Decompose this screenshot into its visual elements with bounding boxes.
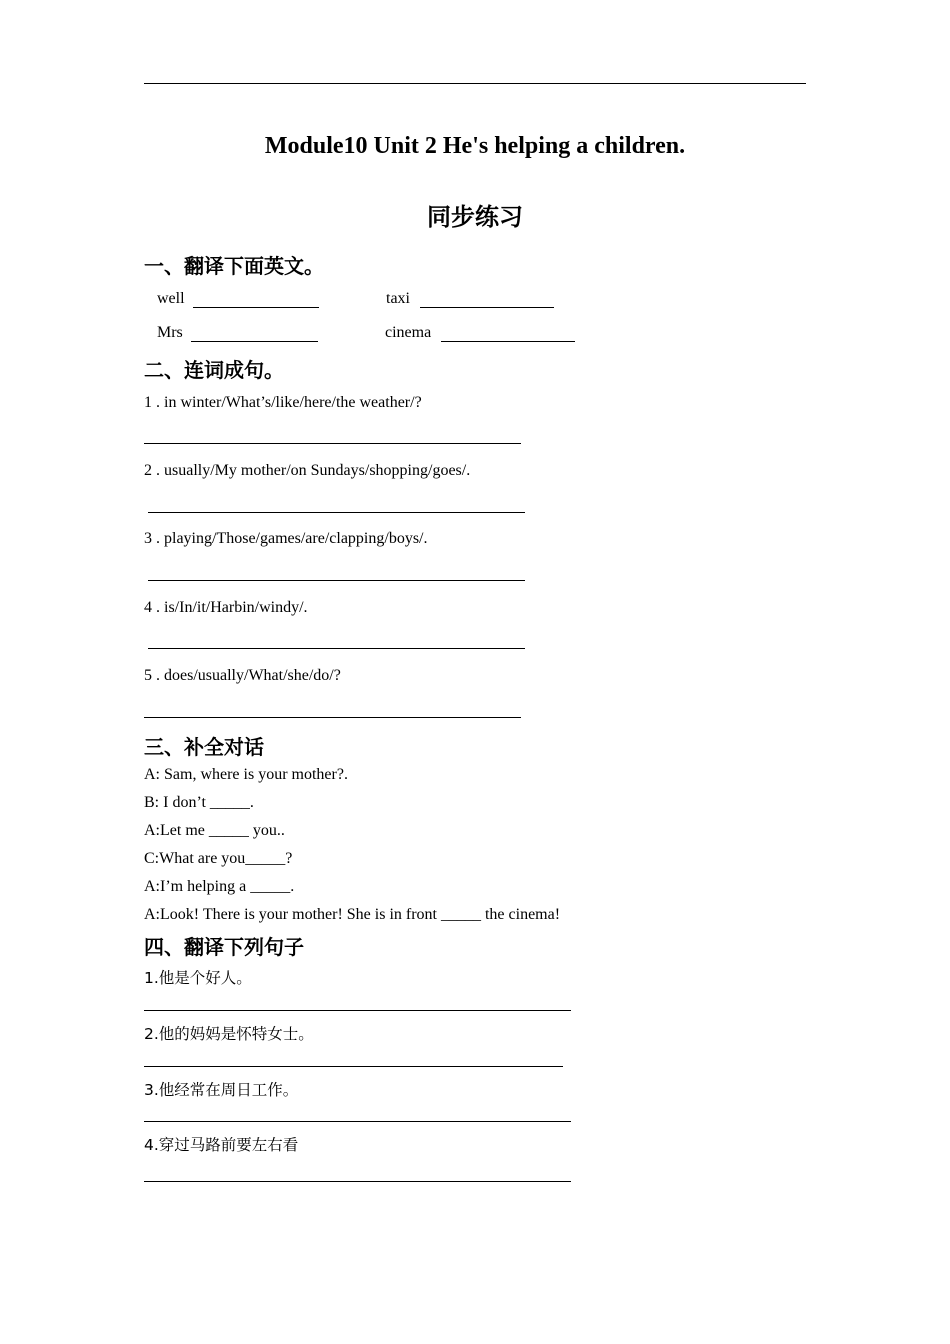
translate-item-3: 3.他经常在周日工作。 [144,1081,299,1099]
answer-line-1[interactable] [144,443,521,444]
section-4-heading: 四、翻译下列句子 [144,935,304,959]
translate-line-1[interactable] [144,1010,571,1011]
dialogue-line-2: B: I don’t _____. [144,794,254,811]
word-well: well [157,290,185,307]
section-3-heading: 三、补全对话 [144,735,264,759]
translate-item-4: 4.穿过马路前要左右看 [144,1136,299,1154]
answer-blank-mrs[interactable] [191,341,318,342]
answer-blank-cinema[interactable] [441,341,575,342]
sentence-item-1: 1 . in winter/What’s/like/here/the weather/? [144,394,422,411]
answer-blank-well[interactable] [193,307,319,308]
dialogue-line-6: A:Look! There is your mother! She is in front _____ the cinema! [144,906,561,923]
translate-item-1: 1.他是个好人。 [144,969,252,987]
answer-line-4[interactable] [148,648,525,649]
answer-line-3[interactable] [148,580,525,581]
page-subtitle: 同步练习 [427,203,523,231]
section-2-heading: 二、连词成句。 [144,358,284,382]
translate-line-4[interactable] [144,1181,571,1182]
sentence-item-3: 3 . playing/Those/games/are/clapping/boys/. [144,530,428,547]
dialogue-line-3: A:Let me _____ you.. [144,822,285,839]
page-title: Module10 Unit 2 He's helping a children. [264,133,686,159]
translate-line-3[interactable] [144,1121,571,1122]
sentence-item-4: 4 . is/In/it/Harbin/windy/. [144,599,308,616]
translate-line-2[interactable] [144,1066,563,1067]
dialogue-line-4: C:What are you_____? [144,850,293,867]
sentence-item-5: 5 . does/usually/What/she/do/? [144,667,341,684]
sentence-item-2: 2 . usually/My mother/on Sundays/shopping/goes/. [144,462,471,479]
word-mrs: Mrs [157,324,183,341]
section-1-heading: 一、翻译下面英文。 [144,254,324,278]
dialogue-line-5: A:I’m helping a _____. [144,878,295,895]
word-cinema: cinema [385,324,432,341]
dialogue-line-1: A: Sam, where is your mother?. [144,766,348,783]
word-taxi: taxi [386,290,410,307]
header-rule [144,83,806,84]
translate-item-2: 2.他的妈妈是怀特女士。 [144,1025,314,1043]
answer-blank-taxi[interactable] [420,307,554,308]
answer-line-2[interactable] [148,512,525,513]
answer-line-5[interactable] [144,717,521,718]
